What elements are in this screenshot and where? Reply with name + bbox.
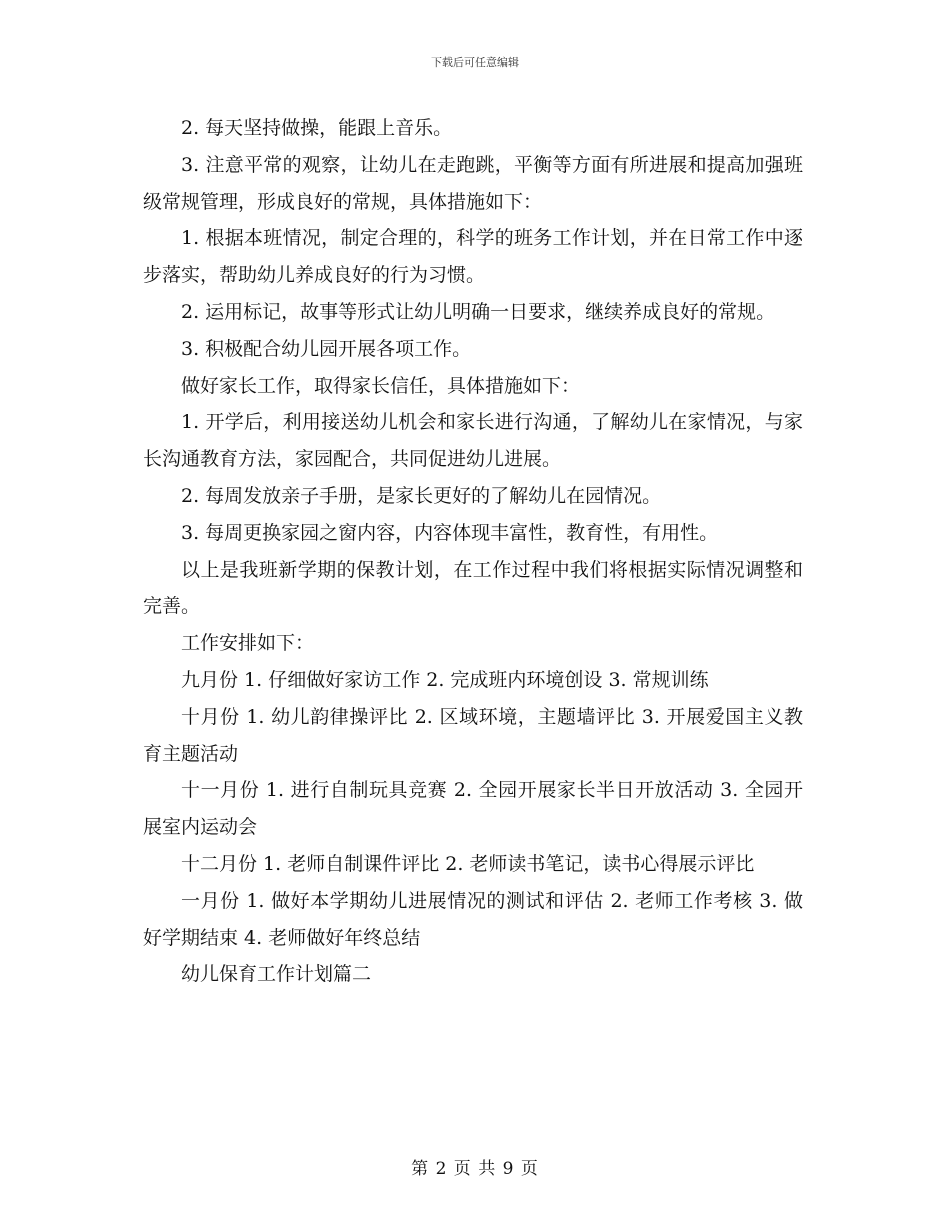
paragraph: 3. 每周更换家园之窗内容，内容体现丰富性，教育性，有用性。	[181, 521, 719, 544]
paragraph: 做好家长工作，取得家长信任，具体措施如下：	[181, 374, 581, 397]
paragraph: 一月份 1. 做好本学期幼儿进展情况的测试和评估 2. 老师工作考核 3. 做好学期结束 4. 老师做好年终总结	[143, 889, 803, 949]
page-number: 第 2 页 共 9 页	[411, 1159, 539, 1179]
paragraph: 2. 每周发放亲子手册，是家长更好的了解幼儿在园情况。	[181, 484, 662, 507]
paragraph: 1. 开学后，利用接送幼儿机会和家长进行沟通，了解幼儿在家情况，与家长沟通教育方法，家园配合，共同促进幼儿进展。	[143, 411, 803, 471]
paragraph: 3. 积极配合幼儿园开展各项工作。	[181, 337, 472, 360]
paragraph: 九月份 1. 仔细做好家访工作 2. 完成班内环境创设 3. 常规训练	[181, 668, 709, 691]
paragraph: 2. 每天坚持做操，能跟上音乐。	[181, 117, 453, 139]
section-heading: 幼儿保育工作计划篇二	[181, 963, 372, 986]
page-header-note: 下载后可任意编辑	[431, 56, 519, 69]
paragraph: 十二月份 1. 老师自制课件评比 2. 老师读书笔记，读书心得展示评比	[181, 852, 755, 875]
paragraph: 2. 运用标记，故事等形式让幼儿明确一日要求，继续养成良好的常规。	[181, 300, 776, 323]
paragraph: 十月份 1. 幼儿韵律操评比 2. 区域环境，主题墙评比 3. 开展爱国主义教育主题活动	[143, 705, 803, 765]
paragraph: 十一月份 1. 进行自制玩具竞赛 2. 全园开展家长半日开放活动 3. 全园开展室内运动会	[143, 779, 803, 839]
paragraph: 3. 注意平常的观察，让幼儿在走跑跳，平衡等方面有所进展和提高加强班级常规管理，形成良好的常规，具体措施如下：	[143, 153, 803, 213]
paragraph: 1. 根据本班情况，制定合理的，科学的班务工作计划，并在日常工作中逐步落实，帮助幼儿养成良好的行为习惯。	[143, 227, 803, 287]
paragraph: 工作安排如下：	[181, 632, 315, 655]
document-body	[143, 110, 803, 993]
paragraph: 以上是我班新学期的保教计划，在工作过程中我们将根据实际情况调整和完善。	[143, 558, 803, 618]
